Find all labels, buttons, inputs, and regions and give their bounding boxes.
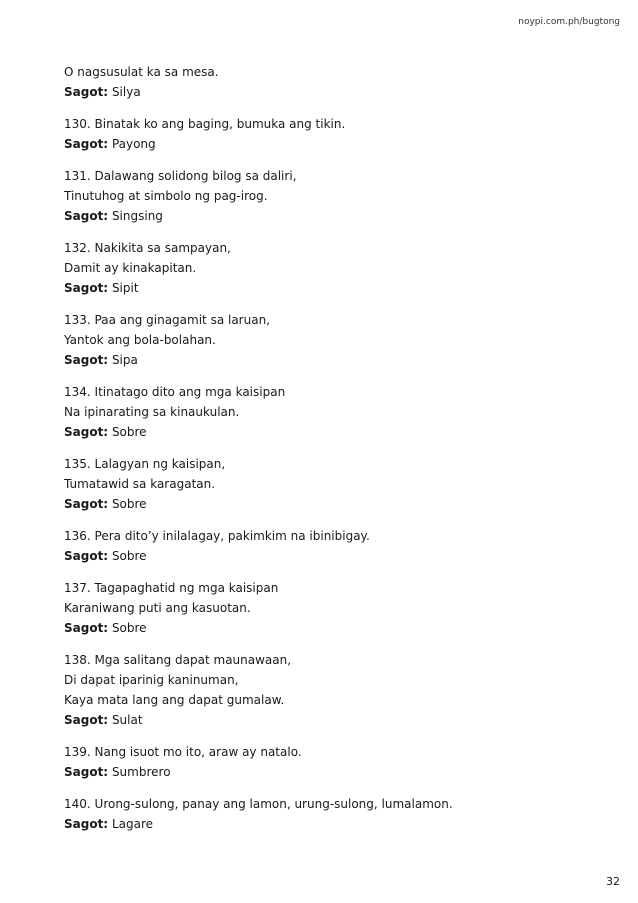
answer-value: Sumbrero [111, 765, 171, 779]
riddle-entry [64, 650, 604, 730]
riddle-entry [64, 578, 604, 638]
riddle-answer [64, 710, 604, 730]
answer-label: Sagot: [64, 281, 109, 295]
riddle-entry [64, 310, 604, 370]
riddle-answer [64, 618, 604, 638]
riddle-text: 137. Tagapaghatid ng mga kaisipan [64, 581, 279, 595]
answer-label: Sagot: [64, 85, 109, 99]
answer-value: Sipa [111, 353, 138, 367]
riddle-text: Karaniwang puti ang kasuotan. [64, 601, 251, 615]
riddle-entry [64, 526, 604, 566]
answer-value: Sulat [111, 713, 143, 727]
riddle-entry [64, 742, 604, 782]
riddle-entry [64, 114, 604, 154]
riddle-text: Di dapat iparinig kaninuman, [64, 673, 239, 687]
riddle-entry [64, 794, 604, 834]
answer-label: Sagot: [64, 209, 109, 223]
page-number: 32 [606, 875, 620, 888]
riddle-text: 136. Pera dito’y inilalagay, pakimkim na ibinibigay. [64, 529, 370, 543]
riddle-text: 139. Nang isuot mo ito, araw ay natalo. [64, 745, 302, 759]
answer-label: Sagot: [64, 137, 109, 151]
answer-label: Sagot: [64, 817, 109, 831]
riddle-answer [64, 134, 604, 154]
riddle-entry [64, 382, 604, 442]
answer-label: Sagot: [64, 713, 109, 727]
riddle-text: Damit ay kinakapitan. [64, 261, 197, 275]
answer-label: Sagot: [64, 765, 109, 779]
riddle-answer [64, 278, 604, 298]
riddle-text: Na ipinarating sa kinaukulan. [64, 405, 240, 419]
riddle-text: Yantok ang bola-bolahan. [64, 333, 216, 347]
answer-value: Silya [111, 85, 141, 99]
riddle-entry [64, 238, 604, 298]
riddle-entry [64, 166, 604, 226]
riddle-text: O nagsusulat ka sa mesa. [64, 65, 219, 79]
source-url: noypi.com.ph/bugtong [518, 17, 620, 27]
answer-value: Sobre [111, 425, 147, 439]
riddle-entry [64, 454, 604, 514]
riddle-answer [64, 82, 604, 102]
riddle-text: Tinutuhog at simbolo ng pag-irog. [64, 189, 268, 203]
riddle-answer [64, 494, 604, 514]
riddle-answer [64, 546, 604, 566]
answer-value: Sipit [111, 281, 139, 295]
answer-value: Singsing [111, 209, 163, 223]
riddle-answer [64, 762, 604, 782]
answer-label: Sagot: [64, 621, 109, 635]
answer-label: Sagot: [64, 353, 109, 367]
riddle-list [64, 62, 604, 846]
riddle-text: 133. Paa ang ginagamit sa laruan, [64, 313, 270, 327]
riddle-answer [64, 422, 604, 442]
answer-value: Sobre [111, 621, 147, 635]
riddle-text: 130. Binatak ko ang baging, bumuka ang tikin. [64, 117, 346, 131]
riddle-text: 138. Mga salitang dapat maunawaan, [64, 653, 292, 667]
riddle-text: 140. Urong-sulong, panay ang lamon, urung-sulong, lumalamon. [64, 797, 453, 811]
answer-value: Lagare [111, 817, 153, 831]
answer-value: Payong [111, 137, 156, 151]
answer-value: Sobre [111, 549, 147, 563]
answer-label: Sagot: [64, 497, 109, 511]
riddle-text: 132. Nakikita sa sampayan, [64, 241, 231, 255]
riddle-text: 135. Lalagyan ng kaisipan, [64, 457, 226, 471]
answer-label: Sagot: [64, 549, 109, 563]
riddle-entry [64, 62, 604, 102]
riddle-answer [64, 350, 604, 370]
answer-value: Sobre [111, 497, 147, 511]
riddle-answer [64, 206, 604, 226]
answer-label: Sagot: [64, 425, 109, 439]
riddle-answer [64, 814, 604, 834]
riddle-text: 134. Itinatago dito ang mga kaisipan [64, 385, 286, 399]
riddle-text: Kaya mata lang ang dapat gumalaw. [64, 693, 285, 707]
riddle-text: 131. Dalawang solidong bilog sa daliri, [64, 169, 297, 183]
riddle-text: Tumatawid sa karagatan. [64, 477, 216, 491]
